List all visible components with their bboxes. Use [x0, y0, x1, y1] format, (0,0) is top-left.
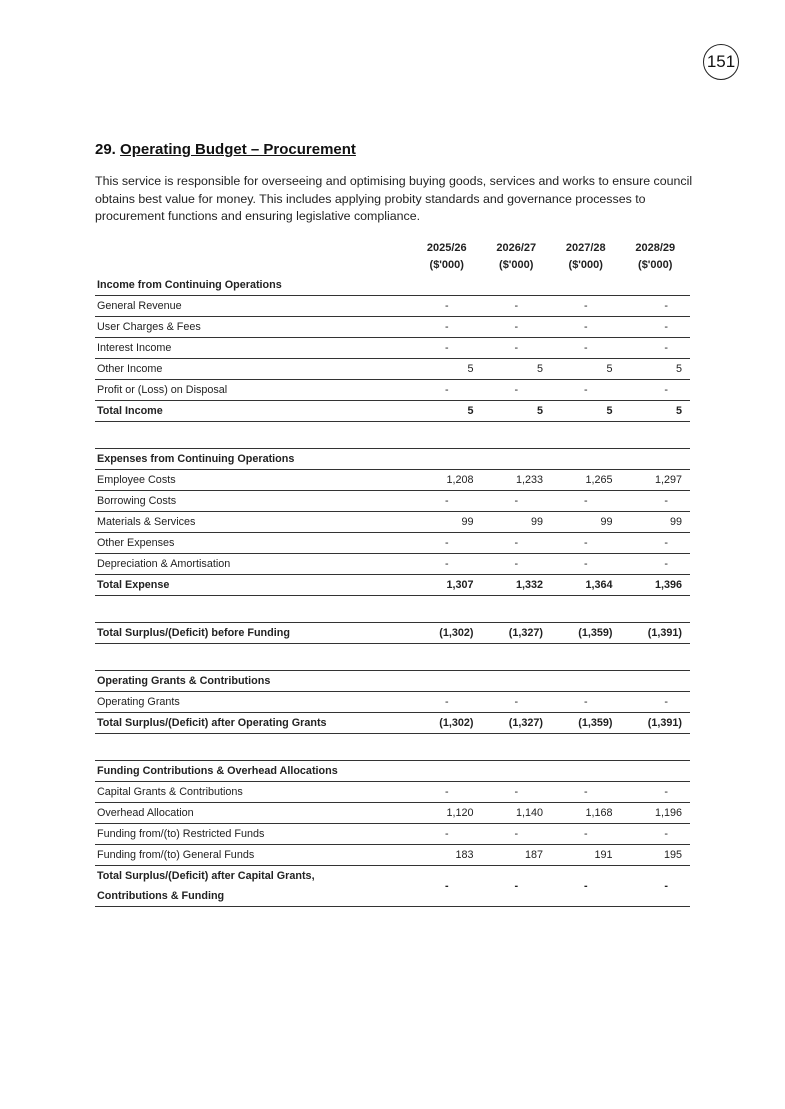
cell-value: (1,302): [412, 623, 482, 644]
cell-value: -: [621, 866, 691, 907]
year-header: 2026/27: [496, 242, 537, 254]
table-row: [95, 845, 690, 866]
cell-value: -: [482, 317, 552, 338]
cell-value: (1,302): [412, 713, 482, 734]
cell-value: 5: [621, 359, 691, 380]
row-label: [95, 866, 412, 907]
cell-value: 5: [482, 359, 552, 380]
row-label: Total Income: [95, 401, 412, 422]
cell-value: 1,120: [412, 803, 482, 824]
row-label: User Charges & Fees: [95, 317, 412, 338]
table-row: [95, 359, 690, 380]
table-row: [95, 491, 690, 512]
cell-value: -: [621, 554, 691, 575]
cell-value: -: [551, 491, 621, 512]
cell-value: 99: [621, 512, 691, 533]
total-income-row: [95, 401, 690, 422]
cell-value: -: [412, 380, 482, 401]
table-row: [95, 692, 690, 713]
row-label: Materials & Services: [95, 512, 412, 533]
funding-heading-row: [95, 761, 690, 782]
cell-value: -: [482, 692, 552, 713]
cell-value: -: [621, 782, 691, 803]
cell-value: -: [412, 866, 482, 907]
cell-value: -: [621, 380, 691, 401]
cell-value: -: [482, 866, 552, 907]
row-label: Borrowing Costs: [95, 491, 412, 512]
cell-value: -: [621, 317, 691, 338]
cell-value: -: [621, 533, 691, 554]
cell-value: (1,359): [551, 623, 621, 644]
cell-value: -: [412, 782, 482, 803]
cell-value: 1,196: [621, 803, 691, 824]
cell-value: 5: [551, 359, 621, 380]
table-row: [95, 803, 690, 824]
cell-value: -: [412, 338, 482, 359]
cell-value: 99: [551, 512, 621, 533]
unit-header: ($'000): [638, 258, 673, 271]
cell-value: (1,327): [482, 713, 552, 734]
row-label: Operating Grants: [95, 692, 412, 713]
row-label: Overhead Allocation: [95, 803, 412, 824]
cell-value: -: [412, 533, 482, 554]
final-surplus-row: [95, 866, 690, 907]
cell-value: 1,297: [621, 470, 691, 491]
cell-value: -: [551, 554, 621, 575]
total-expense-row: [95, 575, 690, 596]
section-number: 29.: [95, 141, 116, 158]
cell-value: -: [621, 491, 691, 512]
grants-heading-row: [95, 671, 690, 692]
cell-value: -: [482, 554, 552, 575]
cell-value: -: [482, 782, 552, 803]
cell-value: 5: [412, 401, 482, 422]
cell-value: -: [412, 317, 482, 338]
cell-value: -: [551, 380, 621, 401]
row-label: General Revenue: [95, 296, 412, 317]
cell-value: 5: [621, 401, 691, 422]
cell-value: 1,168: [551, 803, 621, 824]
section-heading: [95, 141, 356, 158]
cell-value: -: [482, 380, 552, 401]
row-label: Capital Grants & Contributions: [95, 782, 412, 803]
cell-value: 1,307: [412, 575, 482, 596]
cell-value: 99: [482, 512, 552, 533]
cell-value: -: [621, 692, 691, 713]
row-label: Total Expense: [95, 575, 412, 596]
cell-value: 1,140: [482, 803, 552, 824]
cell-value: -: [551, 317, 621, 338]
cell-value: 1,332: [482, 575, 552, 596]
income-heading: Income from Continuing Operations: [95, 275, 690, 296]
row-label: Other Income: [95, 359, 412, 380]
surplus-after-grants-row: [95, 713, 690, 734]
year-header: 2028/29: [635, 242, 676, 254]
expenses-heading-row: [95, 449, 690, 470]
cell-value: -: [621, 296, 691, 317]
table-row: [95, 782, 690, 803]
header-spacer: [95, 254, 412, 275]
cell-value: 5: [551, 401, 621, 422]
grants-heading: Operating Grants & Contributions: [95, 671, 690, 692]
expenses-heading: Expenses from Continuing Operations: [95, 449, 690, 470]
section-title: Operating Budget – Procurement: [120, 141, 356, 158]
unit-header: ($'000): [499, 258, 534, 271]
row-label: Other Expenses: [95, 533, 412, 554]
table-row: [95, 296, 690, 317]
cell-value: -: [551, 296, 621, 317]
row-label: Funding from/(to) General Funds: [95, 845, 412, 866]
year-header-row: [95, 234, 690, 254]
cell-value: -: [551, 782, 621, 803]
cell-value: -: [482, 296, 552, 317]
row-label: Depreciation & Amortisation: [95, 554, 412, 575]
income-heading-row: [95, 275, 690, 296]
cell-value: 99: [412, 512, 482, 533]
unit-header: ($'000): [568, 258, 603, 271]
funding-heading: Funding Contributions & Overhead Allocations: [95, 761, 690, 782]
section-description: This service is responsible for overseeing and optimising buying goods, services and works to ensure council obtains best value for money. This includes applying probity standards and governance processes to procurement functions and ensuring legislative compliance.: [95, 174, 693, 223]
page-number: 151: [703, 44, 739, 80]
row-label-line2: Contributions & Funding: [97, 890, 225, 902]
surplus-before-funding-row: [95, 623, 690, 644]
cell-value: 1,208: [412, 470, 482, 491]
table-row: [95, 533, 690, 554]
cell-value: (1,391): [621, 713, 691, 734]
cell-value: (1,391): [621, 623, 691, 644]
operating-budget-table: [95, 234, 690, 907]
table-row: [95, 380, 690, 401]
table-row: [95, 317, 690, 338]
cell-value: -: [412, 491, 482, 512]
cell-value: -: [551, 533, 621, 554]
cell-value: 5: [482, 401, 552, 422]
row-label: Funding from/(to) Restricted Funds: [95, 824, 412, 845]
cell-value: 1,265: [551, 470, 621, 491]
cell-value: -: [482, 533, 552, 554]
cell-value: -: [482, 491, 552, 512]
cell-value: 183: [412, 845, 482, 866]
cell-value: 187: [482, 845, 552, 866]
cell-value: 191: [551, 845, 621, 866]
cell-value: 1,233: [482, 470, 552, 491]
cell-value: -: [551, 692, 621, 713]
table-row: [95, 554, 690, 575]
row-label: Interest Income: [95, 338, 412, 359]
cell-value: 5: [412, 359, 482, 380]
cell-value: 195: [621, 845, 691, 866]
table-row: [95, 824, 690, 845]
cell-value: -: [551, 824, 621, 845]
cell-value: -: [412, 692, 482, 713]
year-header: 2027/28: [565, 242, 606, 254]
cell-value: -: [621, 824, 691, 845]
header-spacer: [95, 234, 412, 254]
cell-value: -: [412, 554, 482, 575]
cell-value: 1,396: [621, 575, 691, 596]
cell-value: -: [551, 338, 621, 359]
row-label: Employee Costs: [95, 470, 412, 491]
cell-value: (1,327): [482, 623, 552, 644]
cell-value: -: [621, 338, 691, 359]
cell-value: -: [482, 824, 552, 845]
row-label-line1: Total Surplus/(Deficit) after Capital Grants,: [97, 870, 315, 882]
table-row: [95, 338, 690, 359]
cell-value: 1,364: [551, 575, 621, 596]
cell-value: -: [551, 866, 621, 907]
cell-value: (1,359): [551, 713, 621, 734]
row-label: Total Surplus/(Deficit) after Operating Grants: [95, 713, 412, 734]
cell-value: -: [412, 824, 482, 845]
unit-header-row: [95, 254, 690, 275]
row-label: Total Surplus/(Deficit) before Funding: [95, 623, 412, 644]
year-header: 2025/26: [426, 242, 467, 254]
table-row: [95, 470, 690, 491]
unit-header: ($'000): [429, 258, 464, 271]
cell-value: -: [482, 338, 552, 359]
row-label: Profit or (Loss) on Disposal: [95, 380, 412, 401]
table-row: [95, 512, 690, 533]
cell-value: -: [412, 296, 482, 317]
